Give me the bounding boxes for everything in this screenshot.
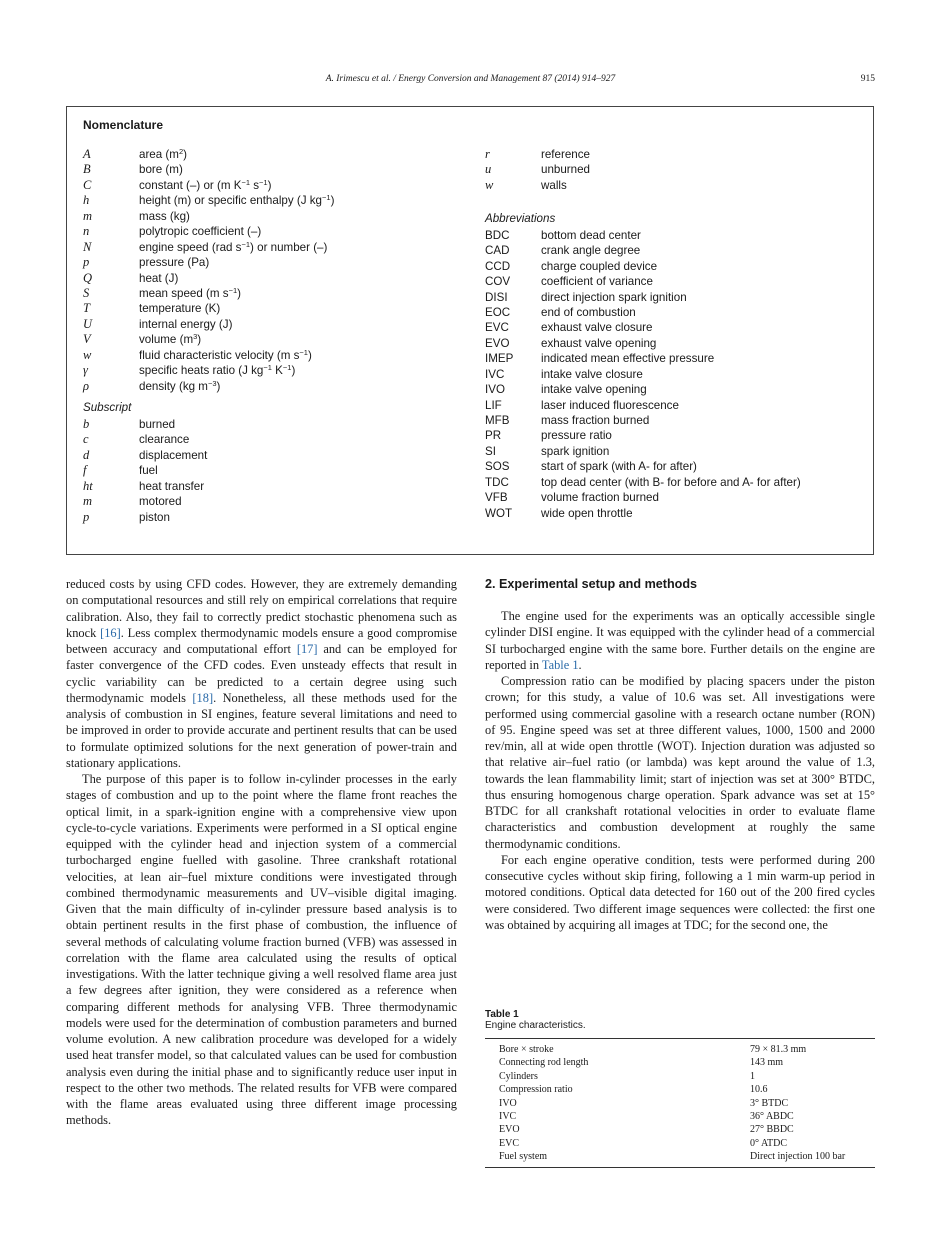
nomenclature-entry	[83, 317, 473, 332]
entry-definition: pressure (Pa)	[139, 256, 210, 270]
table-cell-parameter: EVO	[499, 1124, 520, 1136]
table-row	[485, 1123, 875, 1136]
table-cell-parameter: Cylinders	[499, 1070, 538, 1082]
entry-symbol: A	[83, 147, 91, 161]
nomenclature-entry	[485, 428, 865, 443]
nomenclature-right-column	[485, 147, 865, 521]
table-cell-value: 10.6	[750, 1084, 768, 1096]
entry-definition: top dead center (with B- for before and A- for after)	[541, 475, 801, 489]
entry-definition: mass fraction burned	[541, 414, 650, 427]
nomenclature-entry	[83, 193, 473, 208]
entry-definition: end of combustion	[541, 305, 636, 319]
entry-definition: specific heats ratio (J $kg^{-1}$ $K^{-1}$)	[139, 363, 296, 378]
table-cell-value: 3° BTDC	[750, 1097, 789, 1109]
entry-definition: internal energy (J)	[139, 317, 233, 331]
entry-symbol: w	[83, 347, 92, 362]
symbol-list	[83, 147, 473, 394]
entry-symbol: SI	[485, 444, 496, 458]
entry-definition: volume $(m^3)$	[139, 332, 202, 347]
nomenclature-entry	[83, 240, 473, 255]
entry-definition: intake valve closure	[541, 367, 643, 381]
entry-definition: volume fraction burned	[541, 491, 659, 505]
entry-definition: burned	[139, 418, 176, 431]
table-cell-value: 1	[750, 1070, 755, 1082]
nomenclature-entry	[83, 271, 473, 286]
entry-definition: polytropic coefficient (–)	[139, 225, 262, 239]
right-paragraph-2: Compression ratio can be modified by placing spacers under the piston crown; for this study, a value of 10.6 was set. All investigations were performed using commercial gasoline with a research octane number (RON) of 95. Engine speed was set at three different values, 1000, 1500 and 2000 rev/min, all at wide open throttle (WOT). Injection duration was adjusted so that relative air–fuel ratio (or lambda) was kept around the value of 1.3, towards the lean flammability limit; start of injection was set at 300° BTDC, thus ensuring homogenous charge operation. Spark advance was set at 15° BTDC for all crankshaft rotational velocities in order to evaluate flame characteristics and combustion development at roughly the same thermodynamic conditions.	[485, 674, 875, 851]
entry-definition: wide open throttle	[541, 506, 633, 520]
entry-symbol: IMEP	[485, 352, 514, 366]
nomenclature-entry	[485, 413, 865, 428]
table-cell-value: 0° ATDC	[750, 1137, 788, 1149]
entry-symbol: C	[83, 177, 92, 192]
nomenclature-entry	[83, 147, 473, 162]
entry-definition: start of spark (with A- for after)	[541, 460, 697, 474]
table-row	[485, 1110, 875, 1123]
subscript-heading: Subscript	[83, 401, 132, 414]
nomenclature-entry	[83, 209, 473, 224]
entry-symbol: IVO	[485, 383, 505, 397]
entry-definition: height (m) or specific enthalpy (J $kg^{-1}$)	[139, 193, 335, 208]
entry-definition: constant (–) or (m $K^{-1}$ $s^{-1}$)	[139, 177, 272, 192]
nomenclature-entry	[485, 178, 865, 193]
nomenclature-entry	[485, 459, 865, 474]
running-header	[66, 74, 875, 88]
table-cell-parameter: IVO	[499, 1097, 517, 1109]
entry-definition: clearance	[139, 433, 190, 447]
entry-symbol: b	[83, 417, 90, 431]
citation-link[interactable]: [18]	[192, 690, 214, 705]
entry-symbol: BDC	[485, 228, 510, 242]
entry-definition: heat transfer	[139, 479, 205, 493]
nomenclature-entry	[83, 286, 473, 301]
entry-definition: pressure ratio	[541, 429, 612, 443]
entry-definition: reference	[541, 148, 590, 161]
entry-symbol: ht	[83, 478, 93, 493]
running-title: A. Irimescu et al. / Energy Conversion and Management 87 (2014) 914–927	[325, 74, 616, 84]
nomenclature-entry	[485, 147, 865, 162]
entry-definition: fuel	[139, 464, 158, 478]
left-text-column	[66, 576, 457, 1129]
entry-symbol: Q	[83, 270, 93, 285]
nomenclature-entry	[485, 490, 865, 505]
entry-symbol: γ	[83, 363, 88, 378]
nomenclature-entry	[485, 475, 865, 490]
nomenclature-entry	[485, 351, 865, 366]
entry-symbol: r	[485, 147, 490, 161]
nomenclature-entry	[83, 479, 473, 494]
entry-definition: temperature (K)	[139, 302, 221, 316]
entry-definition: crank angle degree	[541, 244, 641, 258]
entry-symbol: DISI	[485, 290, 508, 304]
entry-symbol: T	[83, 301, 90, 316]
entry-definition: area $(m^2)$	[139, 147, 187, 161]
nomenclature-entry	[83, 162, 473, 177]
page-number: 915	[860, 74, 875, 84]
entry-symbol: PR	[485, 429, 502, 443]
entry-definition: density (kg $m^{-3}$)	[139, 378, 221, 393]
entry-definition: laser induced fluorescence	[541, 398, 679, 412]
table-row	[485, 1070, 875, 1083]
table-cell-value: 27° BBDC	[750, 1124, 794, 1136]
entry-symbol: p	[83, 255, 90, 270]
nomenclature-entry	[83, 348, 473, 363]
entry-definition: piston	[139, 510, 170, 524]
entry-definition: intake valve opening	[541, 383, 647, 397]
citation-link[interactable]: [16]	[100, 625, 121, 640]
nomenclature-entry	[83, 432, 473, 447]
table-cell-parameter: Connecting rod length	[499, 1057, 589, 1069]
entry-definition: motored	[139, 495, 182, 509]
entry-definition: fluid characteristic velocity (m $s^{-1}$)	[139, 347, 312, 362]
entry-definition: unburned	[541, 163, 590, 177]
entry-symbol: COV	[485, 275, 511, 289]
table-cell-value: 143 mm	[750, 1057, 784, 1069]
nomenclature-title: Nomenclature	[83, 118, 164, 132]
nomenclature-entry	[485, 274, 865, 289]
nomenclature-entry	[83, 510, 473, 525]
entry-symbol: U	[83, 316, 93, 331]
table-row	[485, 1150, 875, 1163]
entry-definition: mass (kg)	[139, 209, 190, 223]
entry-symbol: EVC	[485, 321, 509, 335]
table-1	[485, 1009, 875, 1168]
nomenclature-entry	[83, 379, 473, 394]
entry-definition: engine speed (rad $s^{-1}$) or number (–)	[139, 239, 328, 254]
entry-definition: mean speed (m $s^{-1}$)	[139, 285, 242, 300]
table-caption: Engine characteristics.	[485, 1020, 586, 1031]
entry-definition: spark ignition	[541, 444, 610, 458]
table-cell-parameter: EVC	[499, 1137, 519, 1149]
nomenclature-entry	[485, 290, 865, 305]
nomenclature-entry	[83, 363, 473, 378]
nomenclature-entry	[83, 494, 473, 509]
entry-definition: bore (m)	[139, 163, 183, 177]
table-label: Table 1	[485, 1009, 519, 1020]
nomenclature-entry	[485, 398, 865, 413]
nomenclature-entry	[485, 382, 865, 397]
nomenclature-left-column	[83, 147, 473, 525]
table-body	[485, 1039, 875, 1167]
entry-symbol: w	[485, 177, 494, 192]
entry-definition: bottom dead center	[541, 228, 641, 242]
section-heading: 2. Experimental setup and methods	[485, 577, 698, 591]
table-cell-parameter: Fuel system	[499, 1151, 548, 1163]
entry-symbol: N	[83, 239, 92, 254]
entry-symbol: V	[83, 332, 91, 347]
entry-definition: indicated mean effective pressure	[541, 352, 715, 366]
table-cell-value: Direct injection 100 bar	[750, 1151, 846, 1163]
entry-symbol: SOS	[485, 460, 510, 474]
nomenclature-entry	[485, 259, 865, 274]
nomenclature-entry	[83, 463, 473, 478]
table-row	[485, 1083, 875, 1096]
nomenclature-entry	[83, 301, 473, 316]
entry-symbol: m	[83, 494, 93, 509]
right-text-column	[485, 576, 875, 933]
entry-definition: heat (J)	[139, 271, 179, 285]
entry-definition: displacement	[139, 448, 208, 462]
left-paragraph-2: The purpose of this paper is to follow in-cylinder processes in the early stages of combustion and up to the point where the flame front reaches the optical limit, in a spark-ignition engine with a comprehensive view upon cycle-to-cycle variations. Experiments were performed in a SI optical engine equipped with the cylinder head and injection system of a commercial turbocharged engine fuelled with gasoline. Three crankshaft rotational velocities, at lean air–fuel mixture conditions were investigated through combined thermodynamic measurements and UV–visible digital imaging. Given that the main difficulty of in-cylinder pressure based analysis is to obtain pertinent results in the first phase of combustion, the influence of several methods of calculating volume fraction burned (VFB) was assessed in correlation with the flame area calculated using the results of optical investigations. With the latter technique giving a well resolved flame area just a few degrees after ignition, they were considered as a reference when comparing different methods for analysing VFB. Three thermodynamic models were used for the determination of combustion parameters and burned volume evolution. A new calibration procedure was developed for a widely used heat transfer model, so that calculated values can be used for combustion analysis even during the initial phase and to significantly reduce user input in respect to the other two methods. The related results for VFB were compared with the flame areas evaluated using three different image processing methods.	[66, 772, 457, 1128]
entry-definition: exhaust valve opening	[541, 336, 657, 350]
entry-symbol: f	[83, 463, 87, 478]
entry-symbol: VFB	[485, 491, 508, 505]
entry-symbol: p	[83, 509, 90, 524]
nomenclature-entry	[83, 448, 473, 463]
entry-symbol: B	[83, 162, 91, 177]
table-cell-value: 36° ABDC	[750, 1110, 794, 1122]
entry-symbol: TDC	[485, 475, 509, 489]
nomenclature-box	[66, 106, 874, 555]
table-cell-value: 79 × 81.3 mm	[750, 1044, 807, 1055]
nomenclature-entry	[485, 228, 865, 243]
entry-symbol: MFB	[485, 414, 510, 427]
entry-definition: coefficient of variance	[541, 275, 653, 289]
entry-symbol: EVO	[485, 336, 510, 350]
nomenclature-entry	[83, 417, 473, 432]
entry-symbol: ρ	[83, 378, 89, 393]
right-paragraph-3: For each engine operative condition, tests were performed during 200 consecutive cycles without skip firing, following a 1 min warm-up period in motored conditions. Optical data detected for 160 out of the 200 fired cycles were considered. Two different image sequences were collected: the first one was obtained by acquiring all images at TDC; for the second one, the	[485, 852, 875, 932]
entry-symbol: IVC	[485, 367, 505, 381]
left-paragraph-1: reduced costs by using CFD codes. However, they are extremely demanding on computational resources and still rely on empirical correlations that require calibration. Also, they fail to correctly predict stochastic phenomena such as knock [16]. Less complex thermodynamic models ensure a good compromise between accuracy and computational effort [17] and can be employed for faster convergence of the CFD codes. Even unsteady effects that result in cyclic variability can be predicted to a certain degree using such thermodynamic models [18]. Nonetheless, all these methods used for the analysis of combustion in SI engines, feature several limitations and need to be improved in order to provide accurate and pertinent results that can be used to formulate optimized solutions for the next generation of power-train and stationary applications.	[66, 577, 457, 770]
entry-symbol: c	[83, 432, 89, 447]
table-link[interactable]: Table 1	[541, 657, 579, 672]
nomenclature-entry	[83, 332, 473, 347]
abbreviation-list	[485, 228, 865, 521]
entry-symbol: CCD	[485, 259, 511, 273]
entry-symbol: n	[83, 224, 90, 239]
nomenclature-entry	[83, 224, 473, 239]
table-row	[485, 1137, 875, 1150]
right-paragraph-1: The engine used for the experiments was an optically accessible single cylinder DISI engine. It was equipped with the cylinder head of a commercial SI turbocharged engine with the same bore. Further details on the engine are reported in Table 1.	[485, 609, 875, 672]
entry-definition: direct injection spark ignition	[541, 290, 687, 304]
nomenclature-entry	[485, 506, 865, 521]
entry-symbol: u	[485, 162, 492, 177]
nomenclature-entry	[485, 320, 865, 335]
entry-symbol: WOT	[485, 506, 513, 520]
table-cell-parameter: IVC	[499, 1110, 517, 1122]
nomenclature-entry	[485, 336, 865, 351]
entry-symbol: LIF	[485, 398, 502, 412]
entry-symbol: EOC	[485, 305, 511, 319]
entry-definition: walls	[541, 178, 567, 192]
entry-symbol: d	[83, 447, 90, 462]
nomenclature-entry	[485, 162, 865, 177]
table-cell-parameter: Bore × stroke	[499, 1044, 554, 1055]
nomenclature-entry	[83, 255, 473, 270]
nomenclature-entry	[485, 243, 865, 258]
table-row	[485, 1043, 875, 1056]
subscript-list-continued	[485, 147, 865, 193]
nomenclature-entry	[83, 178, 473, 193]
entry-symbol: h	[83, 193, 90, 208]
citation-link[interactable]: [17]	[296, 642, 318, 656]
nomenclature-entry	[485, 305, 865, 320]
subscript-list	[83, 417, 473, 525]
table-row	[485, 1056, 875, 1069]
table-row	[485, 1097, 875, 1110]
entry-symbol: CAD	[485, 244, 510, 258]
entry-symbol: m	[83, 208, 93, 223]
entry-definition: charge coupled device	[541, 259, 658, 273]
entry-symbol: S	[83, 285, 90, 300]
abbreviations-heading: Abbreviations	[485, 211, 556, 225]
table-cell-parameter: Compression ratio	[499, 1084, 573, 1096]
nomenclature-entry	[485, 367, 865, 382]
entry-definition: exhaust valve closure	[541, 321, 653, 335]
nomenclature-entry	[485, 444, 865, 459]
